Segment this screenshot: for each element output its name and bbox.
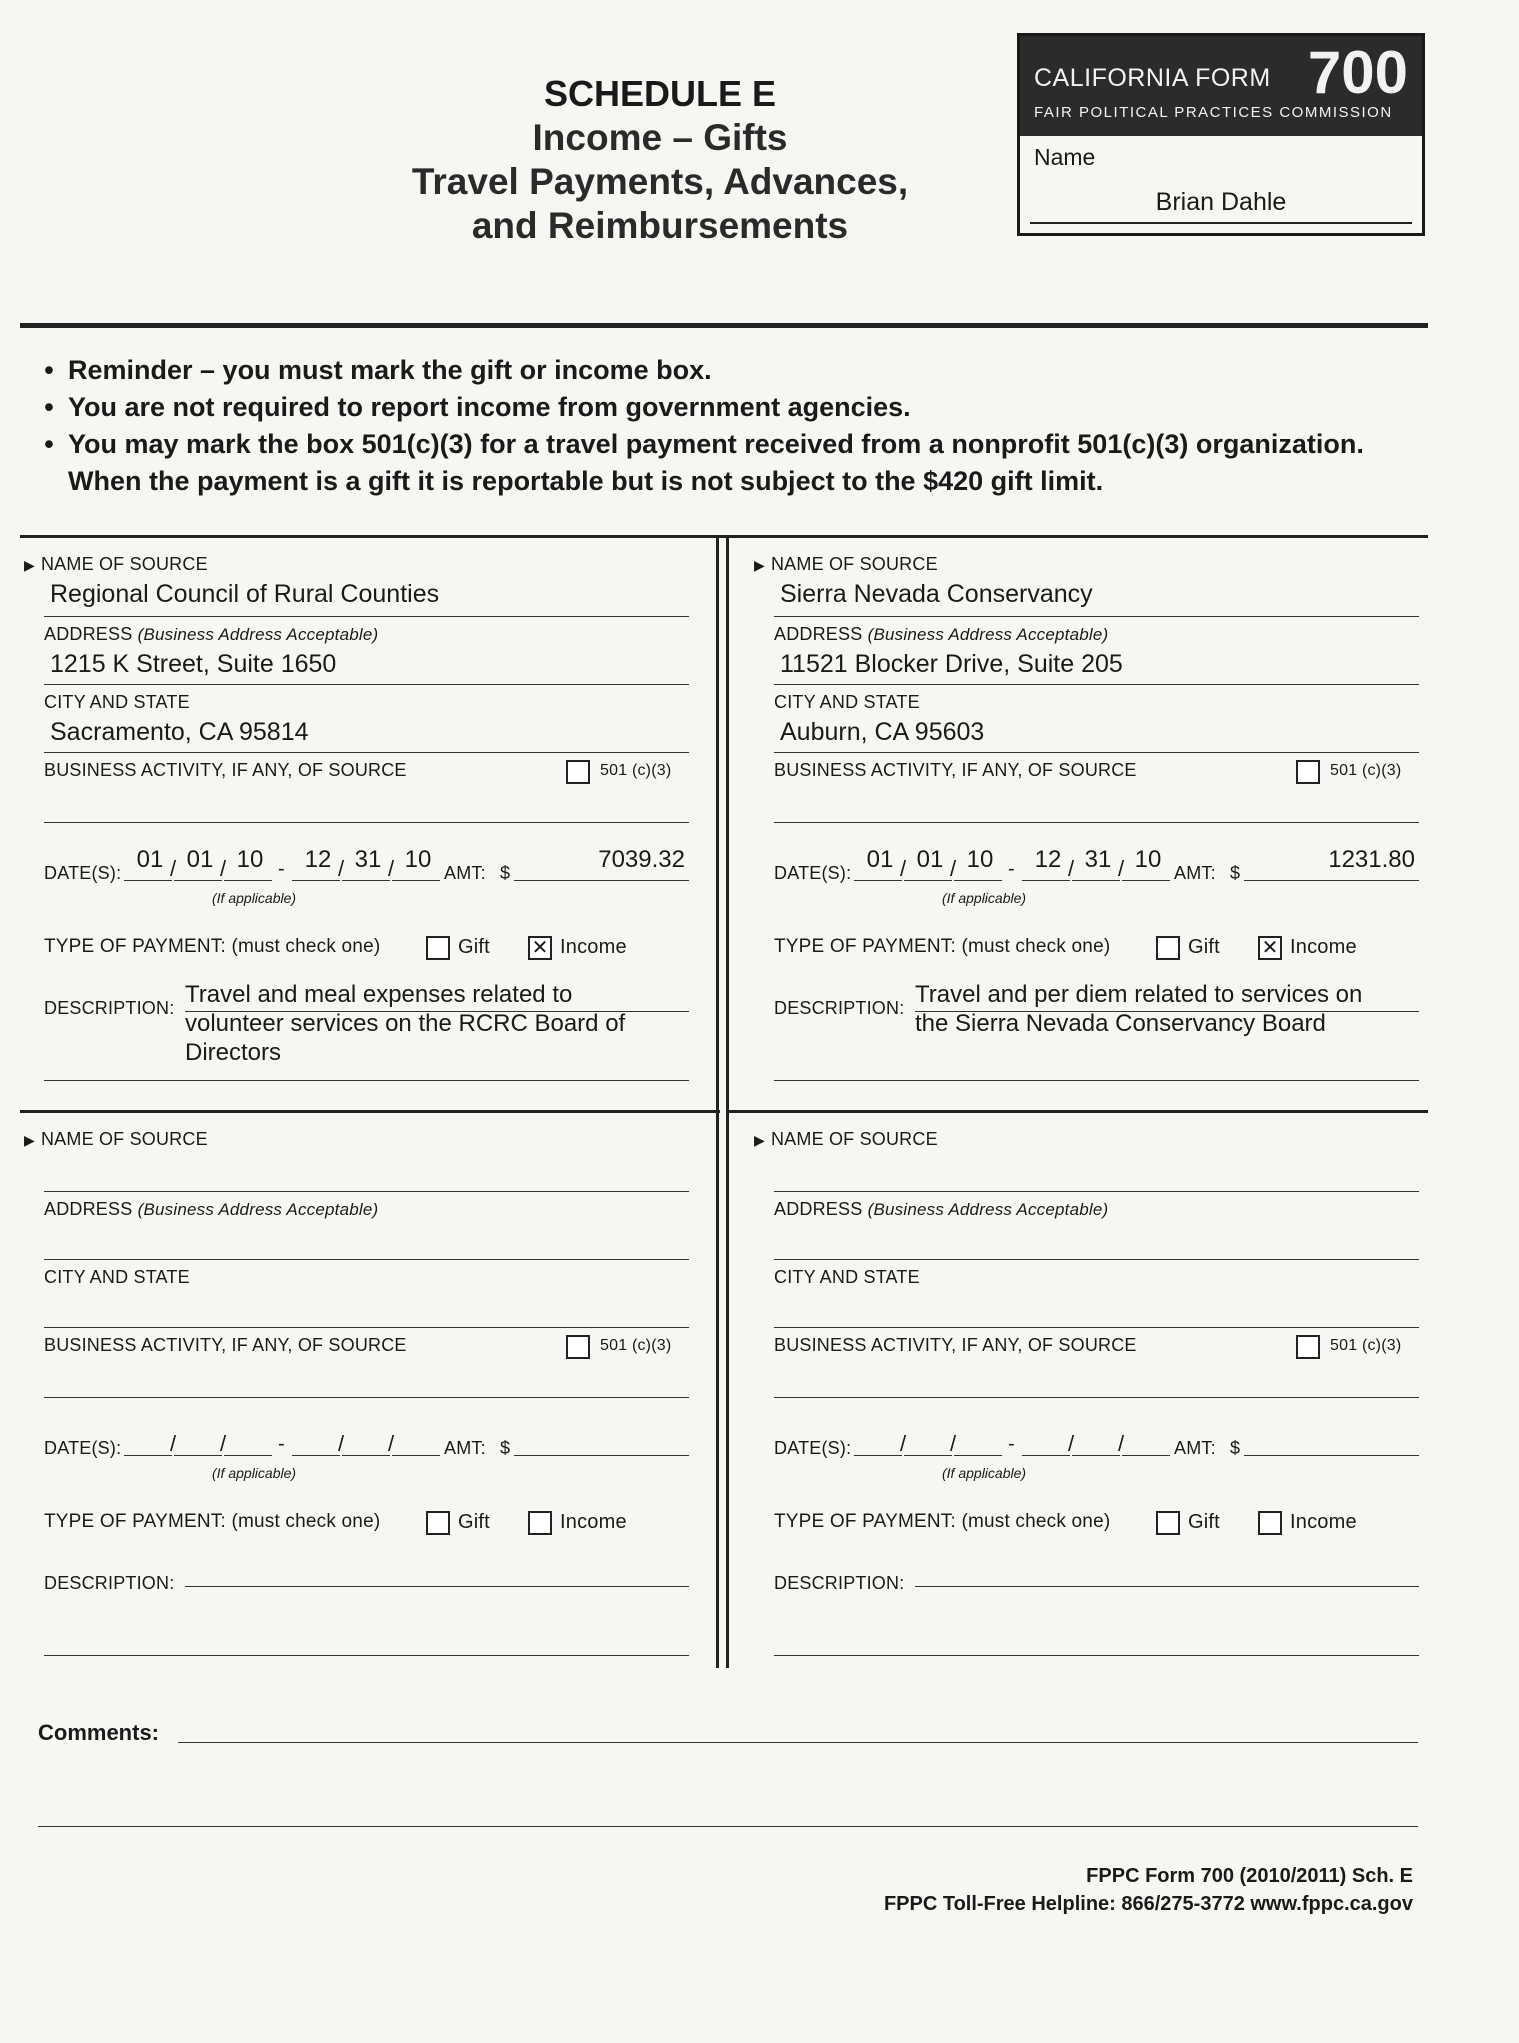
- date-from-month[interactable]: 01: [866, 846, 894, 873]
- date-slash: /: [338, 856, 345, 881]
- date-from-year-underline: [224, 1455, 272, 1456]
- date-to-month-underline: [1022, 880, 1070, 881]
- commission-label: FAIR POLITICAL PRACTICES COMMISSION: [1034, 104, 1393, 121]
- date-to-day-underline: [1072, 1455, 1120, 1456]
- description-line: Travel and per diem related to services on: [915, 981, 1363, 1008]
- gift-checkbox[interactable]: [1156, 936, 1180, 960]
- name-of-source-label-text: NAME OF SOURCE: [770, 554, 938, 574]
- amount-underline: [1244, 880, 1419, 881]
- description-line: the Sierra Nevada Conservancy Board: [915, 1010, 1326, 1037]
- dates-label: DATE(S):: [44, 1438, 122, 1458]
- business-activity-underline: [774, 822, 1419, 823]
- description-underline-2: [774, 1655, 1419, 1656]
- dollar-sign: $: [500, 1438, 511, 1458]
- comments-label: Comments:: [38, 1720, 160, 1745]
- date-to-year-underline: [392, 880, 440, 881]
- dates-label: DATE(S):: [44, 863, 122, 883]
- reminder-text: Reminder – you must mark the gift or income box.: [68, 355, 712, 385]
- description-underline-1: [185, 1011, 689, 1012]
- description-label: DESCRIPTION:: [774, 1573, 905, 1593]
- date-from-day[interactable]: 01: [186, 846, 214, 873]
- title-line-1: SCHEDULE E: [543, 73, 777, 114]
- date-from-month[interactable]: 01: [136, 846, 164, 873]
- checkbox-501c3[interactable]: [1296, 1335, 1320, 1359]
- date-to-month[interactable]: 12: [1034, 846, 1062, 873]
- address-note: (Business Address Acceptable): [137, 625, 379, 644]
- date-from-year-underline: [954, 880, 1002, 881]
- date-slash: /: [388, 1431, 395, 1456]
- address-note: (Business Address Acceptable): [867, 1200, 1109, 1219]
- address-label: [44, 624, 378, 645]
- description-underline-1: [915, 1011, 1419, 1012]
- type-of-payment-label: TYPE OF PAYMENT: (must check one): [774, 936, 1111, 957]
- title-line-2: Income – Gifts: [532, 117, 788, 158]
- date-from-year[interactable]: 10: [236, 846, 264, 873]
- date-from-day-underline: [174, 1455, 222, 1456]
- source-entry: [754, 1125, 1425, 1695]
- city-state-underline: [774, 752, 1419, 753]
- date-to-year[interactable]: 10: [1134, 846, 1162, 873]
- schedule-title: [370, 72, 950, 248]
- address-label-text: ADDRESS: [44, 624, 133, 644]
- date-from-day-underline: [174, 880, 222, 881]
- date-to-day[interactable]: 31: [354, 846, 382, 873]
- business-activity-underline: [774, 1397, 1419, 1398]
- date-to-day-underline: [342, 1455, 390, 1456]
- comments-line-1[interactable]: [178, 1742, 1418, 1743]
- date-to-year-underline: [392, 1455, 440, 1456]
- address-note: (Business Address Acceptable): [867, 625, 1109, 644]
- address-underline: [44, 1259, 689, 1260]
- address-label: [44, 1199, 378, 1220]
- address-label-text: ADDRESS: [774, 624, 863, 644]
- city-state-label: CITY AND STATE: [774, 692, 920, 712]
- city-state-field[interactable]: Auburn, CA 95603: [780, 718, 985, 746]
- name-of-source-underline: [44, 1191, 689, 1192]
- date-dash: -: [1008, 1433, 1015, 1455]
- date-from-day-underline: [904, 880, 952, 881]
- dollar-sign: $: [1230, 1438, 1241, 1458]
- business-activity-underline: [44, 1397, 689, 1398]
- address-field[interactable]: 1215 K Street, Suite 1650: [50, 650, 337, 678]
- reminder-list: [30, 352, 1440, 500]
- checkbox-501c3[interactable]: [566, 760, 590, 784]
- city-state-label: CITY AND STATE: [44, 692, 190, 712]
- amount-underline: [1244, 1455, 1419, 1456]
- date-to-day-underline: [1072, 880, 1120, 881]
- name-of-source-label: ▶ NAME OF SOURCE: [754, 1129, 938, 1149]
- if-applicable-note: (If applicable): [942, 890, 1027, 906]
- source-entry: [24, 550, 695, 1120]
- gift-label: Gift: [1188, 936, 1220, 958]
- name-of-source-label: ▶ NAME OF SOURCE: [754, 554, 938, 574]
- reminder-text: You are not required to report income from government agencies.: [68, 392, 911, 422]
- income-checkbox[interactable]: [528, 1511, 552, 1535]
- date-slash: /: [338, 1431, 345, 1456]
- date-slash: /: [220, 856, 227, 881]
- amount-label: AMT:: [444, 863, 486, 883]
- date-slash: /: [1068, 1431, 1075, 1456]
- date-to-month[interactable]: 12: [304, 846, 332, 873]
- income-checkbox[interactable]: [1258, 1511, 1282, 1535]
- date-slash: /: [220, 1431, 227, 1456]
- business-activity-label: BUSINESS ACTIVITY, IF ANY, OF SOURCE: [44, 1335, 407, 1355]
- address-field[interactable]: 11521 Blocker Drive, Suite 205: [780, 650, 1123, 678]
- dollar-sign: $: [500, 863, 511, 883]
- name-of-source-label: ▶ NAME OF SOURCE: [24, 554, 208, 574]
- name-of-source-field[interactable]: Regional Council of Rural Counties: [50, 580, 440, 608]
- business-activity-label: BUSINESS ACTIVITY, IF ANY, OF SOURCE: [44, 760, 407, 780]
- grid-center-divider-2: [726, 535, 729, 1668]
- amount-field[interactable]: 7039.32: [598, 846, 685, 873]
- gift-label: Gift: [458, 1511, 490, 1533]
- date-to-year[interactable]: 10: [404, 846, 432, 873]
- description-underline-2: [44, 1080, 689, 1081]
- reminder-item: • You are not required to report income from government agencies.: [30, 389, 1440, 426]
- filer-name-underline: [1030, 222, 1412, 224]
- description-line: Travel and meal expenses related to: [185, 981, 573, 1008]
- date-to-month-underline: [292, 1455, 340, 1456]
- dollar-sign: $: [1230, 863, 1241, 883]
- date-from-month-underline: [854, 880, 902, 881]
- form-number-box: [1017, 33, 1425, 236]
- checkbox-501c3-label: 501 (c)(3): [1330, 762, 1402, 779]
- date-to-month-underline: [292, 880, 340, 881]
- filer-name-label: Name: [1034, 144, 1096, 170]
- date-slash: /: [388, 856, 395, 881]
- city-state-field[interactable]: Sacramento, CA 95814: [50, 718, 309, 746]
- name-of-source-label-text: NAME OF SOURCE: [40, 554, 208, 574]
- name-of-source-underline: [774, 1191, 1419, 1192]
- reminder-item: • You may mark the box 501(c)(3) for a travel payment received from a nonprofit 501(c)(3) organization. When the payment is a gift it is reportable but is not subject to the $420 gift limit.: [30, 426, 1440, 500]
- date-from-day[interactable]: 01: [916, 846, 944, 873]
- city-state-underline: [44, 752, 689, 753]
- date-slash: /: [950, 1431, 957, 1456]
- date-slash: /: [950, 856, 957, 881]
- description-underline-2: [774, 1080, 1419, 1081]
- date-slash: /: [1118, 856, 1125, 881]
- city-state-label: CITY AND STATE: [44, 1267, 190, 1287]
- checkbox-501c3[interactable]: [1296, 760, 1320, 784]
- city-state-label: CITY AND STATE: [774, 1267, 920, 1287]
- income-checkbox[interactable]: ✕: [1258, 936, 1282, 960]
- income-label: Income: [560, 1511, 627, 1533]
- date-to-day[interactable]: 31: [1084, 846, 1112, 873]
- type-of-payment-label: TYPE OF PAYMENT: (must check one): [774, 1511, 1111, 1532]
- description-field[interactable]: [185, 980, 685, 1067]
- date-to-year-underline: [1122, 1455, 1170, 1456]
- income-checkbox[interactable]: ✕: [528, 936, 552, 960]
- date-slash: /: [1068, 856, 1075, 881]
- date-to-month-underline: [1022, 1455, 1070, 1456]
- city-state-underline: [44, 1327, 689, 1328]
- address-underline: [774, 684, 1419, 685]
- form-footer: [884, 1862, 1413, 1918]
- if-applicable-note: (If applicable): [942, 1465, 1027, 1481]
- date-dash: -: [278, 858, 285, 880]
- amount-underline: [514, 880, 689, 881]
- grid-center-divider: [716, 535, 719, 1668]
- title-line-4: and Reimbursements: [471, 205, 849, 246]
- filer-name-field[interactable]: Brian Dahle: [1155, 188, 1287, 216]
- business-activity-label: BUSINESS ACTIVITY, IF ANY, OF SOURCE: [774, 760, 1137, 780]
- gift-checkbox[interactable]: [426, 936, 450, 960]
- title-line-3: Travel Payments, Advances,: [411, 161, 909, 202]
- date-from-year-underline: [224, 880, 272, 881]
- income-label: Income: [1290, 936, 1357, 958]
- description-underline-2: [44, 1655, 689, 1656]
- description-label: DESCRIPTION:: [44, 1573, 175, 1593]
- amount-underline: [514, 1455, 689, 1456]
- source-entry: [24, 1125, 695, 1695]
- date-dash: -: [278, 1433, 285, 1455]
- gift-label: Gift: [458, 936, 490, 958]
- gift-checkbox[interactable]: [426, 1511, 450, 1535]
- description-label: DESCRIPTION:: [774, 998, 905, 1018]
- if-applicable-note: (If applicable): [212, 1465, 297, 1481]
- city-state-underline: [774, 1327, 1419, 1328]
- date-from-month-underline: [124, 1455, 172, 1456]
- reminder-item: • Reminder – you must mark the gift or income box.: [30, 352, 1440, 389]
- type-of-payment-label: TYPE OF PAYMENT: (must check one): [44, 1511, 381, 1532]
- form-number: 700: [1307, 39, 1408, 106]
- business-activity-label: BUSINESS ACTIVITY, IF ANY, OF SOURCE: [774, 1335, 1137, 1355]
- dates-label: DATE(S):: [774, 863, 852, 883]
- name-of-source-label-text: NAME OF SOURCE: [770, 1129, 938, 1149]
- description-field[interactable]: [915, 980, 1415, 1038]
- description-label: DESCRIPTION:: [44, 998, 175, 1018]
- date-dash: -: [1008, 858, 1015, 880]
- checkbox-501c3-label: 501 (c)(3): [1330, 1337, 1402, 1354]
- if-applicable-note: (If applicable): [212, 890, 297, 906]
- date-to-year-underline: [1122, 880, 1170, 881]
- description-underline-1: [185, 1586, 689, 1587]
- address-underline: [774, 1259, 1419, 1260]
- name-of-source-field[interactable]: Sierra Nevada Conservancy: [780, 580, 1093, 608]
- date-from-month-underline: [124, 880, 172, 881]
- checkbox-501c3-label: 501 (c)(3): [600, 1337, 672, 1354]
- address-label: [774, 624, 1108, 645]
- name-of-source-label: ▶ NAME OF SOURCE: [24, 1129, 208, 1149]
- name-of-source-underline: [44, 616, 689, 617]
- checkbox-501c3[interactable]: [566, 1335, 590, 1359]
- comments-line-2[interactable]: [38, 1826, 1418, 1827]
- date-from-day-underline: [904, 1455, 952, 1456]
- address-note: (Business Address Acceptable): [137, 1200, 379, 1219]
- form-band: [1020, 36, 1422, 136]
- date-from-year-underline: [954, 1455, 1002, 1456]
- address-label-text: ADDRESS: [44, 1199, 133, 1219]
- income-label: Income: [1290, 1511, 1357, 1533]
- income-label: Income: [560, 936, 627, 958]
- date-from-month-underline: [854, 1455, 902, 1456]
- header-divider: [20, 323, 1428, 328]
- gift-label: Gift: [1188, 1511, 1220, 1533]
- date-to-day-underline: [342, 880, 390, 881]
- name-of-source-underline: [774, 616, 1419, 617]
- date-from-year[interactable]: 10: [966, 846, 994, 873]
- dates-label: DATE(S):: [774, 1438, 852, 1458]
- address-label: [774, 1199, 1108, 1220]
- amount-field[interactable]: 1231.80: [1328, 846, 1415, 873]
- amount-label: AMT:: [1174, 863, 1216, 883]
- name-of-source-label-text: NAME OF SOURCE: [40, 1129, 208, 1149]
- date-slash: /: [170, 856, 177, 881]
- business-activity-underline: [44, 822, 689, 823]
- amount-label: AMT:: [1174, 1438, 1216, 1458]
- date-slash: /: [900, 1431, 907, 1456]
- description-line: volunteer services on the RCRC Board of: [185, 1010, 626, 1037]
- checkbox-501c3-label: 501 (c)(3): [600, 762, 672, 779]
- reminder-text: You may mark the box 501(c)(3) for a travel payment received from a nonprofit 501(c)(3) organization. When the payment is a gift it is reportable but is not subject to the $420 gift limit.: [68, 429, 1364, 496]
- california-form-label: CALIFORNIA FORM: [1034, 64, 1271, 92]
- footer-form-id: FPPC Form 700 (2010/2011) Sch. E: [1086, 1865, 1413, 1887]
- address-label-text: ADDRESS: [774, 1199, 863, 1219]
- description-underline-1: [915, 1586, 1419, 1587]
- amount-label: AMT:: [444, 1438, 486, 1458]
- date-slash: /: [170, 1431, 177, 1456]
- type-of-payment-label: TYPE OF PAYMENT: (must check one): [44, 936, 381, 957]
- source-entry: [754, 550, 1425, 1120]
- grid-top-line: [20, 535, 1428, 538]
- gift-checkbox[interactable]: [1156, 1511, 1180, 1535]
- date-slash: /: [1118, 1431, 1125, 1456]
- description-line: Directors: [185, 1039, 282, 1066]
- date-slash: /: [900, 856, 907, 881]
- footer-helpline: FPPC Toll-Free Helpline: 866/275-3772 www.fppc.ca.gov: [883, 1893, 1413, 1915]
- address-underline: [44, 684, 689, 685]
